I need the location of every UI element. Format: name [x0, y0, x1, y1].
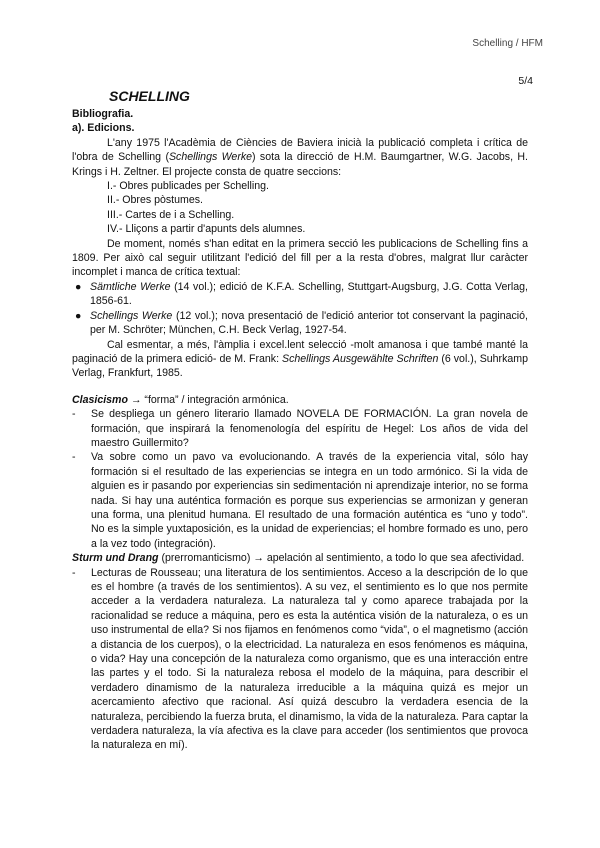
text-span: L'any 1975 l'Acadèmia de Ciències de Baviera inicià la publicació completa i crítica de l'obra de Schelling (	[72, 136, 528, 164]
work-title: Schellings Werke	[90, 309, 173, 322]
page-number: 5/4	[518, 75, 533, 87]
work-title: Schellings Werke	[168, 151, 253, 164]
dash-icon: -	[72, 566, 76, 579]
text-span: ) sota la direcció de H.M. Baumgartner, W.G. Jacobs, H. Krings i H. Zeltner. El projecte consta de quatre seccions:	[72, 151, 528, 178]
bullet-item	[72, 309, 528, 338]
text-span: (6 vol.), Suhrkamp Verlag, Frankfurt, 1985.	[72, 352, 528, 380]
section-item: IV.- Lliçons a partir d'apunts dels alumnes.	[107, 223, 306, 236]
clasicismo-heading	[72, 393, 528, 407]
editions-paragraph-1	[72, 136, 528, 179]
text-span: → “forma” / integración armónica.	[127, 393, 289, 406]
text-span: Se despliega un género literario llamado NOVELA DE FORMACIÓN. La gran novela de formación, que inspirará la fenomenología del espíritu de Hegel: Los años de vida del maestro Guillermito?	[91, 408, 528, 449]
text-span: Va sobre como un pavo va evolucionando. A través de la experiencia vital, sólo hay formación si el resultado de las experiencias se integra en un todo armónico. Si la vida de alguien es ir pasando por experiencias sin sedimentación ni aprendizaje interior, no se forma nada. Si hay una auténtica formación es porque sus experiencias se armonizan y generan una forma, una plenitud humana. El resultado de una formación auténtica es “uno y todo”. No es la simple yuxtaposición, es la unidad de experiencias; el hombre formado es uno, pero a la vez todo (integración).	[91, 451, 528, 550]
list-item	[72, 566, 528, 753]
text-span: (14 vol.); edició de K.F.A. Schelling, Stuttgart-Augsburg, J.G. Cotta Verlag, 1856-61.	[90, 280, 528, 308]
section-item: II.- Obres pòstumes.	[107, 194, 203, 207]
term: Sturm und Drang	[72, 552, 159, 565]
list-item	[72, 407, 528, 450]
dash-icon: -	[72, 451, 76, 464]
running-header: Schelling / HFM	[472, 38, 543, 49]
list-item	[72, 450, 528, 551]
editions-heading: a). Edicions.	[72, 122, 135, 135]
section-item: III.- Cartes de i a Schelling.	[107, 208, 235, 221]
bullet-icon: ●	[75, 309, 82, 322]
dash-icon: -	[72, 408, 76, 421]
text-span: Cal esmentar, a més, l'àmplia i excel.lent selecció -molt amanosa i que també manté la paginació de la primera edició- de M. Frank:	[72, 338, 528, 365]
section-list	[72, 179, 528, 237]
bullet-icon: ●	[75, 280, 82, 293]
text-span: (prerromanticismo) → apelación al sentimiento, a todo lo que sea afectividad.	[158, 552, 525, 565]
sturm-heading	[72, 551, 528, 565]
editions-paragraph-3	[72, 338, 528, 381]
clasicismo-list	[72, 407, 528, 551]
bullet-item	[72, 280, 528, 309]
work-title: Schellings Ausgewählte Schriften	[282, 352, 439, 365]
text-span: Lecturas de Rousseau; una literatura de los sentimientos. Acceso a la descripción de lo que es el hombre (a través de los sentimientos). A su vez, el sentimiento es lo que nos permite acceder a la verdadera naturaleza. La naturaleza tal y como aparece trabajada por la racionalidad se reduce a máquina, pero es esta la auténtica visión de la naturaleza, o es un uso instrumental de ella? Si nos fijamos en fenómenos como “vida”, o el magnetismo (acción a distancia de los cuerpos), o la electricidad. La naturaleza en esos fenómenos es máquina, o vida? Hay una concepción de la naturaleza como organismo, que es una interacción entre las partes y el todo. Si la naturaleza rebosa el modelo de la máquina, para describir el verdadero dinamismo de la naturaleza irreducible a la máquina quizá es mejor un acercamiento afectivo que racional. Así quizá descubro la verdadera esencia de la naturaleza, percibiendo la fuerza bruta, el dinamismo, la vida de la naturaleza. Para captar la verdadera naturaleza, la vía afectiva es la clave para acceder (los sentimientos que provoca la naturaleza en mí).	[91, 566, 528, 752]
editions-bullet-list	[72, 280, 528, 338]
sturm-list	[72, 566, 528, 753]
section-item: I.- Obres publicades per Schelling.	[107, 180, 269, 193]
bibliography-heading: Bibliografia.	[72, 108, 134, 120]
term: Clasicismo	[72, 393, 128, 406]
editions-paragraph-2: De moment, només s'han editat en la primera secció les publicacions de Schelling fins a 1809. Per això cal seguir utilitzant l'edició del fill per a la resta d'obres, malgrat llur caràcter incomplet i manca de crítica textual:	[72, 237, 528, 279]
text-span: (12 vol.); nova presentació de l'edició anterior tot conservant la paginació, per M. Schröter; München, C.H. Beck Verlag, 1927-54.	[90, 309, 528, 337]
work-title: Sämtliche Werke	[90, 280, 171, 293]
document-body	[72, 88, 528, 753]
page-title: SCHELLING	[109, 88, 190, 104]
